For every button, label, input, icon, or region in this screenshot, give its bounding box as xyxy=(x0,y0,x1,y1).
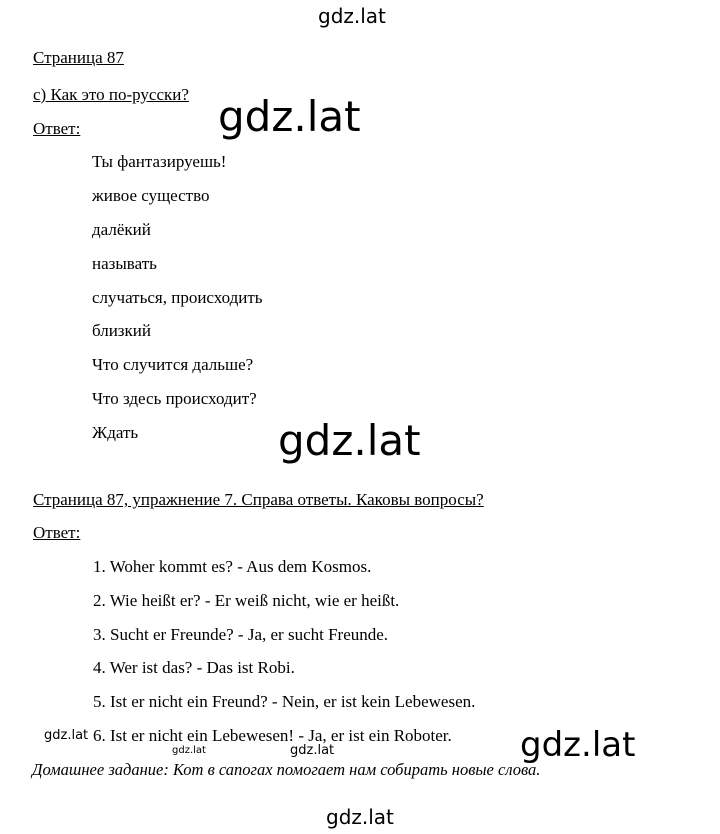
section1-list-item: случаться, происходить xyxy=(92,288,263,307)
watermark-bottom: gdz.lat xyxy=(326,805,394,829)
watermark-right: gdz.lat xyxy=(520,725,636,765)
section2-list-item: 1. Woher kommt es? - Aus dem Kosmos. xyxy=(93,557,372,576)
homework-note: Домашнее задание: Кот в сапогах помогает нам собирать новые слова. xyxy=(32,760,541,779)
section1-list-item: далёкий xyxy=(92,220,151,239)
section2-list-item: 4. Wer ist das? - Das ist Robi. xyxy=(93,658,295,677)
section2-title: Страница 87, упражнение 7. Справа ответы. Каковы вопросы? xyxy=(33,490,484,509)
section1-list-item: Ждать xyxy=(92,423,139,442)
watermark-large-1: gdz.lat xyxy=(218,92,361,141)
section1-answer-label: Ответ: xyxy=(33,119,81,138)
section1-list-item: Что здесь происходит? xyxy=(92,389,257,408)
section1-list-item: живое существо xyxy=(92,186,210,205)
section2-list-item: 2. Wie heißt er? - Er weiß nicht, wie er heißt. xyxy=(93,591,400,610)
section2-answer-label: Ответ: xyxy=(33,523,81,542)
section2-list-item: 6. Ist er nicht ein Lebewesen! - Ja, er ist ein Roboter. xyxy=(93,726,452,745)
section2-list-item: 5. Ist er nicht ein Freund? - Nein, er ist kein Lebewesen. xyxy=(93,692,476,711)
watermark-small-2: gdz.lat xyxy=(172,745,206,756)
section1-list-item: близкий xyxy=(92,321,151,340)
watermark-large-2: gdz.lat xyxy=(278,416,421,465)
section1-task: с) Как это по-русски? xyxy=(33,85,189,104)
section1-list-item: Что случится дальше? xyxy=(92,355,254,374)
section2-list-item: 3. Sucht er Freunde? - Ja, er sucht Freunde. xyxy=(93,625,389,644)
section1-list-item: называть xyxy=(92,254,157,273)
section1-list-item: Ты фантазируешь! xyxy=(92,152,227,171)
watermark-top: gdz.lat xyxy=(318,4,386,28)
watermark-small-3: gdz.lat xyxy=(290,743,335,758)
section1-page-title: Страница 87 xyxy=(33,48,124,67)
watermark-small-1: gdz.lat xyxy=(44,728,89,743)
